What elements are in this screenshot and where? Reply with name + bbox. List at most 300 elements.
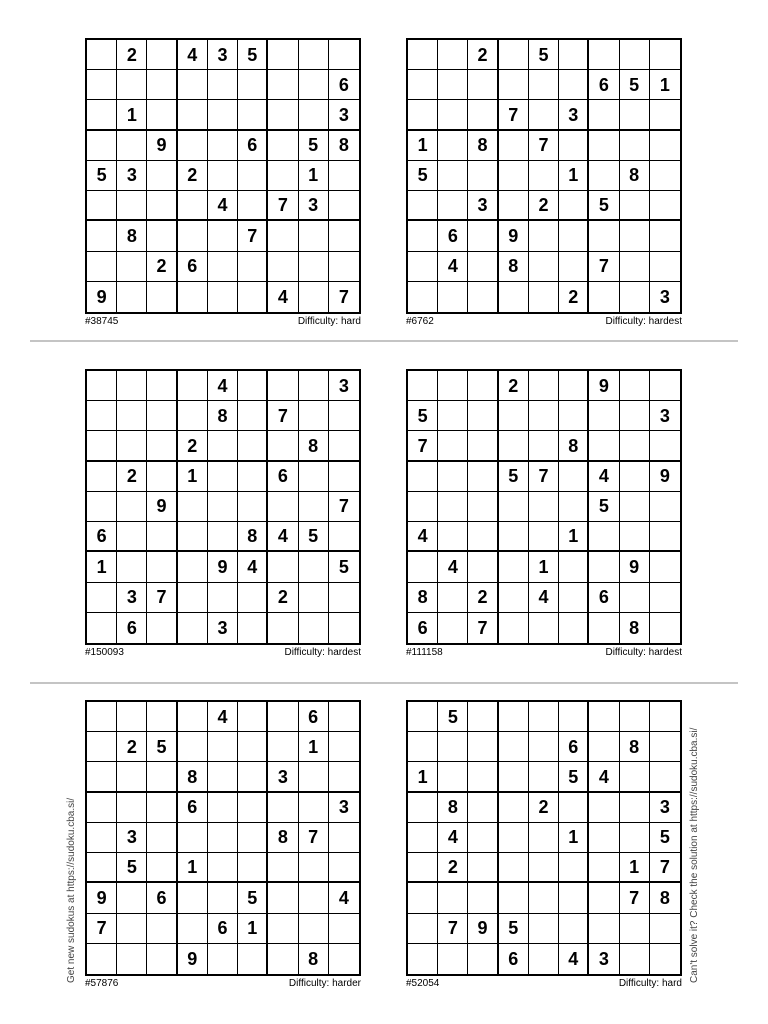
sudoku-cell: 6 [208, 914, 238, 944]
sudoku-cell [208, 431, 238, 461]
sudoku-cell [329, 853, 359, 883]
sudoku-cell [529, 161, 559, 191]
sudoku-cell [468, 762, 498, 792]
sudoku-cell: 8 [329, 131, 359, 161]
sudoku-cell [529, 401, 559, 431]
sudoku-cell [589, 522, 619, 552]
sudoku-cell [529, 492, 559, 522]
sudoku-cell [468, 221, 498, 251]
sudoku-cell [499, 40, 529, 70]
sudoku-cell: 1 [650, 70, 680, 100]
sudoku-cell [529, 823, 559, 853]
sudoku-cell [238, 583, 268, 613]
sudoku-cell [238, 282, 268, 312]
sudoku-cell [650, 221, 680, 251]
sudoku-cell [87, 371, 117, 401]
sudoku-cell [589, 131, 619, 161]
sudoku-cell [268, 853, 298, 883]
sudoku-cell [559, 191, 589, 221]
sudoku-cell: 5 [408, 401, 438, 431]
sudoku-cell [117, 431, 147, 461]
sudoku-cell [620, 823, 650, 853]
sudoku-cell [268, 161, 298, 191]
sudoku-cell [147, 702, 177, 732]
sudoku-cell [87, 401, 117, 431]
sudoku-cell: 2 [117, 462, 147, 492]
sudoku-cell: 3 [268, 762, 298, 792]
sudoku-cell: 3 [117, 823, 147, 853]
sudoku-cell: 5 [589, 191, 619, 221]
sudoku-cell [468, 853, 498, 883]
sudoku-cell [117, 371, 147, 401]
sudoku-cell [178, 282, 208, 312]
sudoku-cell: 5 [620, 70, 650, 100]
sudoku-cell: 4 [529, 583, 559, 613]
sudoku-cell: 8 [620, 732, 650, 762]
sudoku-cell: 9 [589, 371, 619, 401]
sudoku-cell [438, 401, 468, 431]
sudoku-cell [408, 492, 438, 522]
sudoku-cell [178, 883, 208, 913]
sudoku-cell [268, 431, 298, 461]
sudoku-cell: 2 [117, 732, 147, 762]
sudoku-cell: 7 [499, 100, 529, 130]
sudoku-cell: 3 [117, 161, 147, 191]
sudoku-cell: 4 [559, 944, 589, 974]
sudoku-cell: 5 [117, 853, 147, 883]
sudoku-cell: 4 [238, 552, 268, 582]
sudoku-cell: 5 [238, 883, 268, 913]
sudoku-cell: 9 [208, 552, 238, 582]
sudoku-cell [329, 221, 359, 251]
sudoku-cell [499, 613, 529, 643]
sudoku-cell [238, 431, 268, 461]
sudoku-cell [408, 70, 438, 100]
sudoku-cell [468, 552, 498, 582]
sudoku-cell [559, 583, 589, 613]
sudoku-cell [438, 131, 468, 161]
sudoku-cell [268, 944, 298, 974]
sudoku-cell [650, 613, 680, 643]
sudoku-cell [117, 191, 147, 221]
sudoku-cell: 2 [178, 161, 208, 191]
sudoku-cell: 3 [650, 401, 680, 431]
sudoku-cell [117, 492, 147, 522]
sudoku-cell [208, 522, 238, 552]
sudoku-cell [117, 252, 147, 282]
puzzle-difficulty: Difficulty: harder [288, 978, 361, 989]
sudoku-cell [650, 131, 680, 161]
sudoku-cell: 7 [147, 583, 177, 613]
sudoku-cell: 3 [299, 191, 329, 221]
sudoku-cell [268, 100, 298, 130]
sudoku-cell [268, 70, 298, 100]
puzzle-footer [406, 647, 682, 658]
sudoku-cell [408, 252, 438, 282]
sudoku-cell [178, 702, 208, 732]
sudoku-cell [438, 492, 468, 522]
sudoku-cell [589, 914, 619, 944]
sudoku-cell [650, 40, 680, 70]
sudoku-cell: 9 [87, 883, 117, 913]
sudoku-cell [299, 552, 329, 582]
sudoku-cell: 6 [408, 613, 438, 643]
sudoku-cell [299, 883, 329, 913]
separator-line [30, 682, 738, 684]
sudoku-cell [468, 371, 498, 401]
sudoku-cell: 7 [87, 914, 117, 944]
sudoku-cell: 8 [208, 401, 238, 431]
sudoku-cell: 5 [589, 492, 619, 522]
sudoku-cell: 1 [408, 762, 438, 792]
sudoku-cell: 9 [468, 914, 498, 944]
sudoku-cell: 3 [117, 583, 147, 613]
sudoku-cell [299, 252, 329, 282]
sudoku-cell [468, 492, 498, 522]
sudoku-cell [147, 221, 177, 251]
sudoku-cell: 3 [659, 286, 670, 307]
sudoku-cell [299, 371, 329, 401]
sudoku-cell [438, 944, 468, 974]
sudoku-cell [529, 371, 559, 401]
sudoku-cell: 3 [329, 793, 359, 823]
sudoku-cell [620, 371, 650, 401]
sudoku-cell [559, 552, 589, 582]
sudoku-cell [208, 462, 238, 492]
sudoku-cell [329, 522, 359, 552]
sudoku-cell [499, 883, 529, 913]
sudoku-cell [147, 371, 177, 401]
sudoku-puzzle [406, 369, 682, 658]
sudoku-cell [529, 914, 559, 944]
sudoku-cell [87, 252, 117, 282]
sudoku-cell: 3 [329, 100, 359, 130]
sudoku-cell: 1 [87, 552, 117, 582]
sudoku-cell: 2 [268, 583, 298, 613]
sudoku-cell [87, 732, 117, 762]
sudoku-cell [529, 944, 559, 974]
sudoku-cell [559, 613, 589, 643]
sudoku-cell [650, 944, 680, 974]
sudoku-cell [178, 492, 208, 522]
sudoku-cell: 2 [529, 191, 559, 221]
sudoku-cell [620, 583, 650, 613]
puzzle-footer [85, 647, 361, 658]
sudoku-cell [589, 823, 619, 853]
sudoku-cell [559, 914, 589, 944]
sudoku-cell [208, 492, 238, 522]
sudoku-cell [650, 732, 680, 762]
sudoku-cell [589, 552, 619, 582]
puzzle-id: #38745 [85, 316, 119, 327]
sudoku-cell [238, 944, 268, 974]
sudoku-cell [620, 221, 650, 251]
sudoku-cell: 9 [178, 944, 208, 974]
sudoku-cell [299, 70, 329, 100]
sudoku-cell [329, 252, 359, 282]
sudoku-cell [329, 914, 359, 944]
sudoku-cell [87, 793, 117, 823]
sudoku-cell: 1 [238, 914, 268, 944]
sudoku-cell: 2 [178, 431, 208, 461]
sudoku-cell [559, 401, 589, 431]
sudoku-cell [589, 161, 619, 191]
sudoku-cell [87, 221, 117, 251]
sudoku-cell [208, 853, 238, 883]
sudoku-cell: 7 [268, 401, 298, 431]
sudoku-cell [268, 702, 298, 732]
sudoku-cell [87, 131, 117, 161]
sudoku-cell [620, 401, 650, 431]
sudoku-cell [147, 40, 177, 70]
sudoku-cell [329, 40, 359, 70]
sudoku-cell: 2 [147, 252, 177, 282]
sudoku-cell [589, 431, 619, 461]
sudoku-cell [329, 762, 359, 792]
sudoku-cell [147, 191, 177, 221]
sudoku-cell: 4 [438, 252, 468, 282]
sudoku-cell [589, 883, 619, 913]
sudoku-cell: 8 [620, 613, 650, 643]
sudoku-cell [178, 823, 208, 853]
sudoku-cell [329, 191, 359, 221]
sudoku-cell: 1 [178, 853, 208, 883]
sudoku-cell [468, 944, 498, 974]
sudoku-cell [87, 853, 117, 883]
sudoku-cell [208, 70, 238, 100]
sudoku-cell [620, 492, 650, 522]
sudoku-cell [589, 793, 619, 823]
sudoku-cell [329, 583, 359, 613]
sudoku-cell [299, 793, 329, 823]
sudoku-puzzle [85, 700, 361, 989]
sudoku-cell [408, 883, 438, 913]
sudoku-cell: 9 [650, 462, 680, 492]
sudoku-cell [408, 732, 438, 762]
sudoku-cell [87, 702, 117, 732]
sudoku-cell [438, 70, 468, 100]
sudoku-cell: 5 [299, 522, 329, 552]
sudoku-cell [529, 883, 559, 913]
sudoku-cell [299, 462, 329, 492]
sudoku-cell [147, 762, 177, 792]
sudoku-cell: 5 [650, 823, 680, 853]
sudoku-cell [208, 282, 238, 312]
sudoku-cell: 5 [299, 131, 329, 161]
sudoku-cell [208, 161, 238, 191]
sudoku-cell [468, 401, 498, 431]
sudoku-cell [499, 70, 529, 100]
sudoku-cell: 7 [238, 221, 268, 251]
sudoku-cell [529, 252, 559, 282]
sudoku-grid [406, 369, 682, 645]
sudoku-cell: 6 [589, 583, 619, 613]
sudoku-cell [529, 702, 559, 732]
sudoku-cell: 3 [559, 100, 589, 130]
sudoku-cell [268, 40, 298, 70]
sudoku-cell: 2 [468, 40, 498, 70]
sudoku-cell [117, 401, 147, 431]
sudoku-cell [238, 161, 268, 191]
sudoku-cell [589, 282, 619, 312]
sudoku-cell [268, 131, 298, 161]
sudoku-cell [147, 282, 177, 312]
sudoku-cell [117, 522, 147, 552]
sudoku-cell: 9 [499, 221, 529, 251]
sudoku-cell [238, 371, 268, 401]
sudoku-cell: 8 [650, 883, 680, 913]
sudoku-cell [408, 191, 438, 221]
sudoku-cell [299, 914, 329, 944]
sudoku-cell: 2 [529, 793, 559, 823]
sudoku-cell [87, 70, 117, 100]
sudoku-cell [178, 732, 208, 762]
sudoku-cell [438, 762, 468, 792]
sudoku-cell: 7 [299, 823, 329, 853]
sudoku-cell [299, 583, 329, 613]
sudoku-cell: 4 [589, 762, 619, 792]
sudoku-cell [238, 613, 268, 643]
sudoku-cell: 7 [329, 492, 359, 522]
sudoku-cell: 7 [529, 131, 559, 161]
sudoku-cell [620, 702, 650, 732]
sudoku-cell [438, 883, 468, 913]
sudoku-cell [178, 100, 208, 130]
sudoku-cell [178, 221, 208, 251]
sudoku-cell [650, 252, 680, 282]
sudoku-cell [178, 552, 208, 582]
sudoku-cell [299, 853, 329, 883]
sudoku-cell [268, 252, 298, 282]
sudoku-cell [499, 762, 529, 792]
sudoku-cell [117, 702, 147, 732]
sudoku-cell [589, 401, 619, 431]
sudoku-cell [408, 914, 438, 944]
sudoku-cell [620, 100, 650, 130]
sudoku-cell [329, 613, 359, 643]
sudoku-cell: 4 [329, 883, 359, 913]
sudoku-cell: 7 [268, 191, 298, 221]
sudoku-cell [147, 401, 177, 431]
sudoku-cell [147, 944, 177, 974]
sudoku-cell [329, 462, 359, 492]
sudoku-cell [438, 431, 468, 461]
sudoku-cell: 4 [589, 462, 619, 492]
sudoku-cell: 1 [178, 462, 208, 492]
puzzle-difficulty: Difficulty: hard [297, 316, 361, 327]
puzzle-footer [406, 978, 682, 989]
sudoku-cell [529, 522, 559, 552]
sudoku-cell [238, 732, 268, 762]
sudoku-cell [329, 401, 359, 431]
sudoku-cell [559, 371, 589, 401]
sudoku-cell [650, 161, 680, 191]
sudoku-cell: 4 [408, 522, 438, 552]
sudoku-cell [408, 40, 438, 70]
sudoku-cell [208, 823, 238, 853]
sudoku-cell [208, 583, 238, 613]
puzzle-id: #6762 [406, 316, 434, 327]
sudoku-cell [208, 221, 238, 251]
puzzle-id: #52054 [406, 978, 440, 989]
sudoku-cell [408, 552, 438, 582]
sudoku-cell [208, 131, 238, 161]
sudoku-cell [208, 944, 238, 974]
sudoku-cell [299, 100, 329, 130]
sudoku-cell: 8 [238, 522, 268, 552]
sudoku-cell [117, 70, 147, 100]
sudoku-cell [559, 70, 589, 100]
sudoku-puzzle [85, 38, 361, 327]
side-text-solution: Can't solve it? Check the solution at https://sudoku.cba.si/ [689, 727, 700, 983]
sudoku-cell [238, 823, 268, 853]
sudoku-cell [178, 401, 208, 431]
sudoku-cell: 2 [468, 583, 498, 613]
sudoku-cell [329, 732, 359, 762]
sudoku-cell: 5 [499, 462, 529, 492]
sudoku-cell [499, 793, 529, 823]
sudoku-cell [117, 793, 147, 823]
sudoku-cell [529, 70, 559, 100]
sudoku-cell [87, 823, 117, 853]
sudoku-cell [589, 221, 619, 251]
sudoku-cell [438, 462, 468, 492]
sudoku-cell [147, 914, 177, 944]
sudoku-puzzle [406, 38, 682, 327]
sudoku-cell: 9 [87, 282, 117, 312]
sudoku-cell [468, 431, 498, 461]
sudoku-cell [499, 191, 529, 221]
sudoku-cell [408, 944, 438, 974]
sudoku-cell [650, 702, 680, 732]
sudoku-cell: 1 [559, 522, 589, 552]
sudoku-cell [529, 762, 559, 792]
sudoku-cell: 9 [147, 492, 177, 522]
sudoku-cell [529, 853, 559, 883]
puzzle-difficulty: Difficulty: hardest [284, 647, 361, 658]
sudoku-cell [408, 793, 438, 823]
sudoku-cell [87, 583, 117, 613]
sudoku-cell: 6 [117, 613, 147, 643]
sudoku-cell [468, 793, 498, 823]
sudoku-cell [468, 70, 498, 100]
sudoku-cell: 3 [208, 613, 238, 643]
sudoku-cell [329, 823, 359, 853]
sudoku-cell [238, 70, 268, 100]
sudoku-cell: 4 [268, 522, 298, 552]
sudoku-cell [299, 221, 329, 251]
sudoku-cell [238, 793, 268, 823]
sudoku-cell [408, 853, 438, 883]
sudoku-cell [438, 100, 468, 130]
puzzle-difficulty: Difficulty: hard [618, 978, 682, 989]
sudoku-cell [529, 431, 559, 461]
sudoku-cell [147, 613, 177, 643]
sudoku-cell [299, 282, 329, 312]
sudoku-cell: 8 [178, 762, 208, 792]
sudoku-cell [87, 762, 117, 792]
sudoku-cell [499, 522, 529, 552]
sudoku-cell: 6 [87, 522, 117, 552]
sudoku-cell: 4 [438, 823, 468, 853]
sudoku-cell [408, 282, 438, 312]
sudoku-cell [650, 431, 680, 461]
sudoku-cell [87, 100, 117, 130]
sudoku-cell [468, 462, 498, 492]
puzzle-difficulty: Difficulty: hardest [605, 316, 682, 327]
sudoku-cell [529, 613, 559, 643]
sudoku-cell [208, 252, 238, 282]
